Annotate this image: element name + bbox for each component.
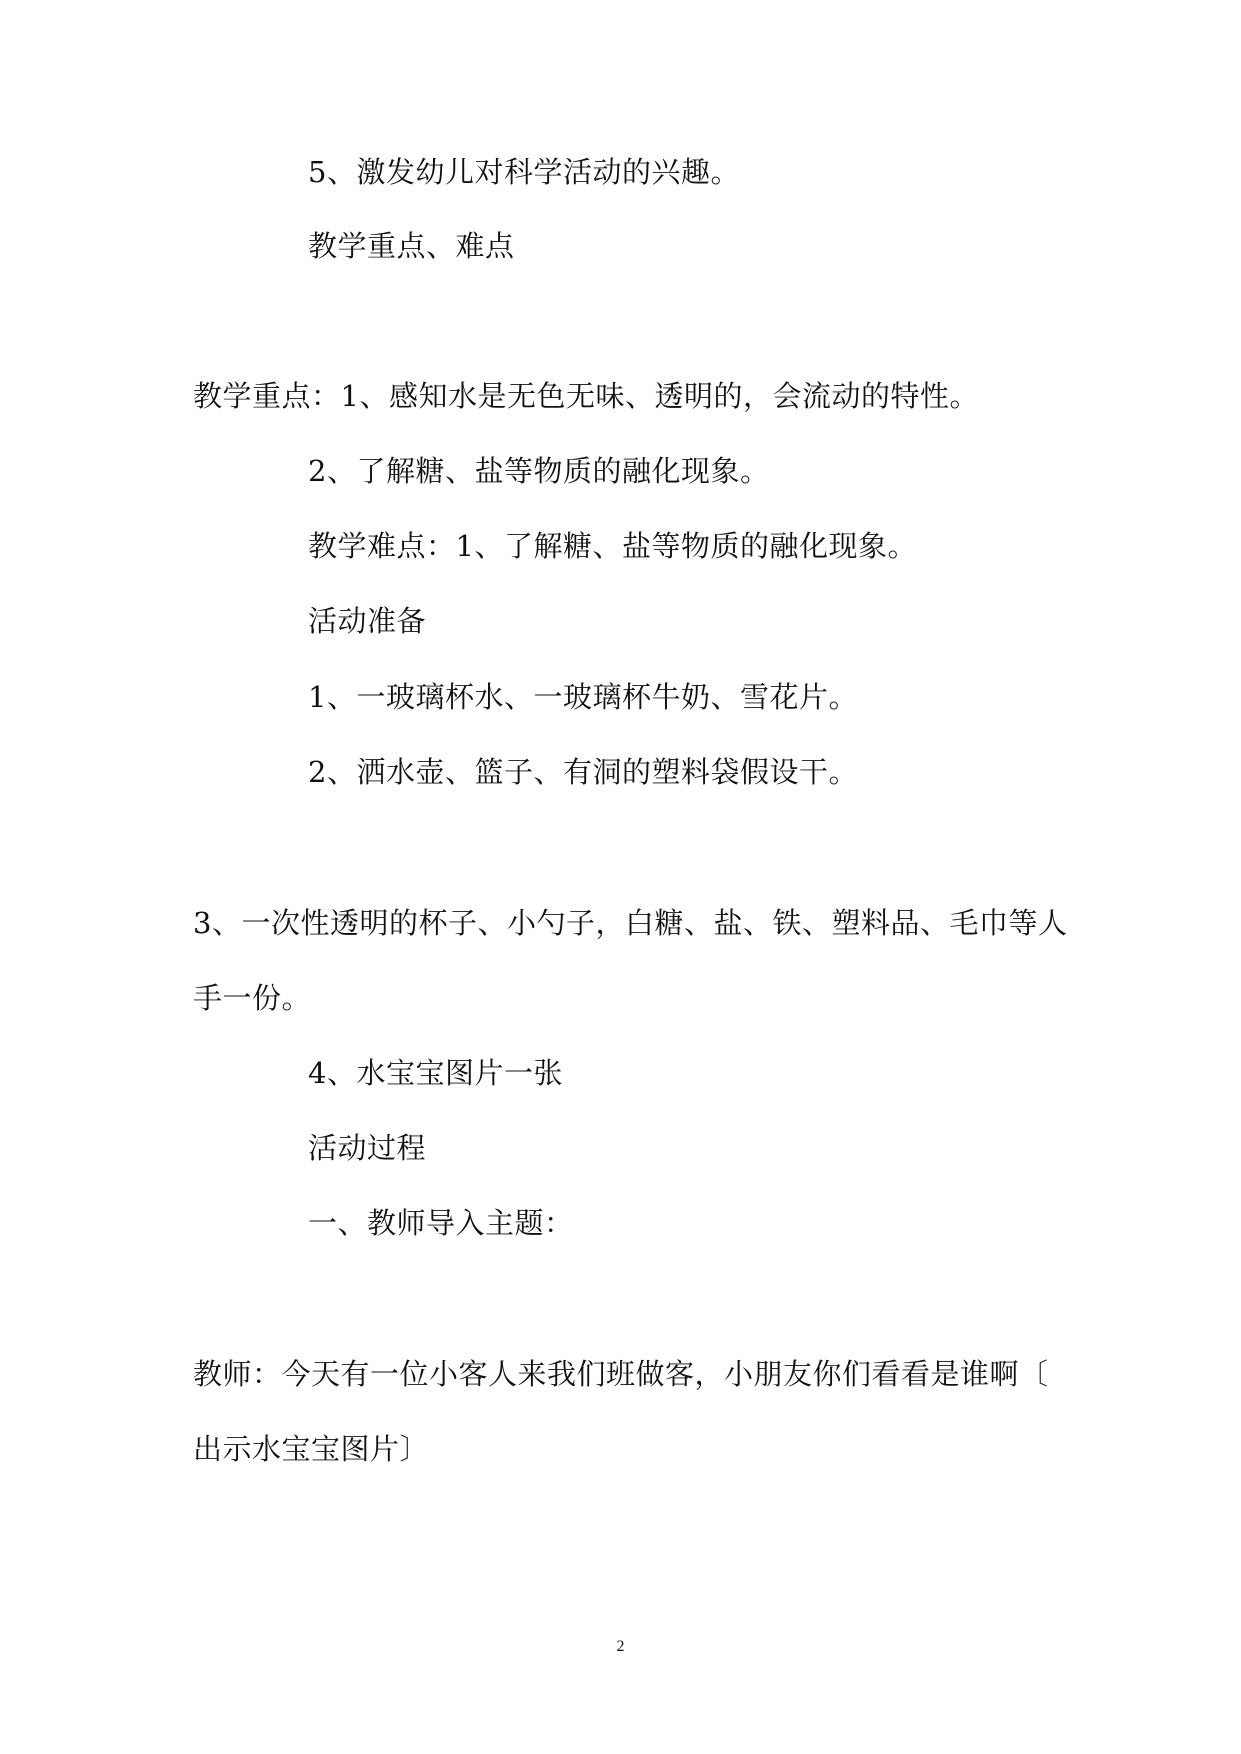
text-line-prep-1: 1、一玻璃杯水、一玻璃杯牛奶、雪花片。 xyxy=(308,680,858,714)
text-line-difficulty-1: 教学难点：1、了解糖、盐等物质的融化现象。 xyxy=(308,529,917,563)
text-line-teacher-dialogue: 教师：今天有一位小客人来我们班做客，小朋友你们看看是谁啊〔 xyxy=(193,1357,1049,1391)
text-line-prep-2: 2、洒水壶、篮子、有洞的塑料袋假设干。 xyxy=(308,755,858,789)
text-line-prep-3: 3、一次性透明的杯子、小勺子，白糖、盐、铁、塑料品、毛巾等人 xyxy=(193,906,1068,940)
text-line-goal-5: 5、激发幼儿对科学活动的兴趣。 xyxy=(308,155,740,189)
heading-preparation: 活动准备 xyxy=(308,604,427,638)
text-line-teacher-dialogue-cont: 出示水宝宝图片〕 xyxy=(193,1432,430,1466)
text-line-prep-3-cont: 手一份。 xyxy=(193,981,312,1015)
heading-process: 活动过程 xyxy=(308,1131,427,1165)
text-line-key-point-2: 2、了解糖、盐等物质的融化现象。 xyxy=(308,454,770,488)
text-line-key-point-1: 教学重点：1、感知水是无色无味、透明的，会流动的特性。 xyxy=(193,379,979,413)
page-number: 2 xyxy=(616,1638,625,1655)
text-line-step-1: 一、教师导入主题： xyxy=(308,1206,574,1240)
heading-key-points: 教学重点、难点 xyxy=(308,229,515,263)
text-line-prep-4: 4、水宝宝图片一张 xyxy=(308,1056,563,1090)
